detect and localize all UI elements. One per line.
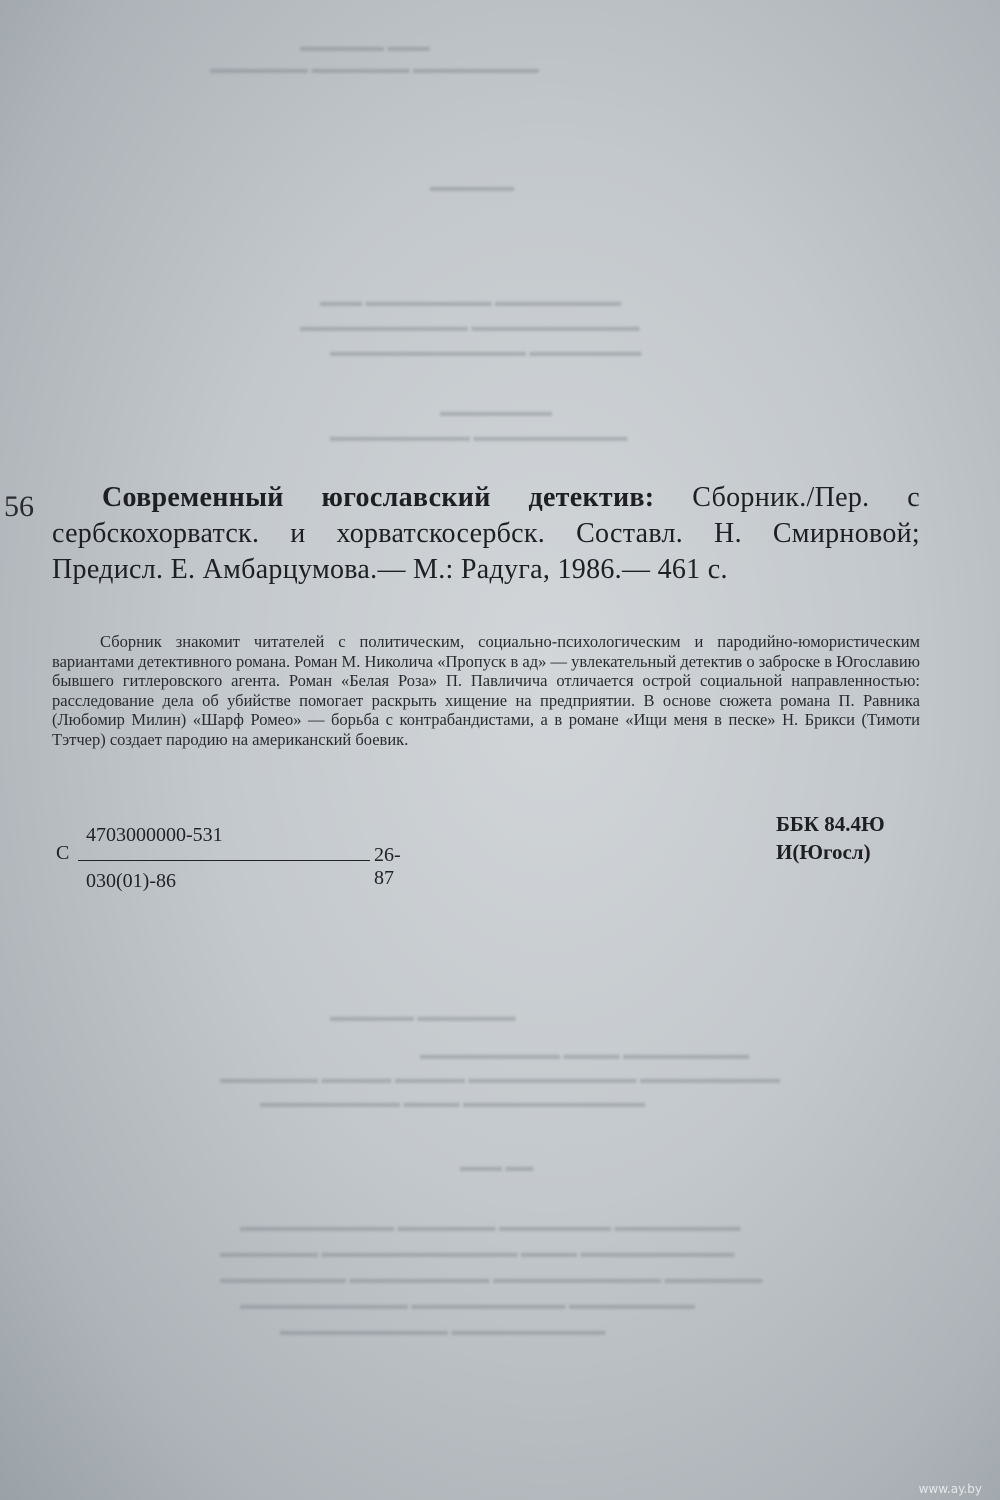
show-through-text: ▬▬ ▬▬▬	[460, 1160, 534, 1175]
isbn-denominator: 030(01)-86	[86, 870, 176, 892]
show-through-text: ▬▬▬▬▬▬▬▬▬▬▬▬▬ ▬▬▬▬ ▬▬▬▬▬▬▬▬▬▬	[260, 1096, 645, 1111]
annotation-text: Сборник знакомит читателей с политическим, социально-психологическим и пародийно-юмористическим вариантами детективного романа. Роман М. Николича «Пропуск в ад» — увлекательный детектив о заброске в Югославию бывшего гитлеровского агента. Роман «Белая Роза» П. Павличича отличается острой социальной направленностью: расследование дела об убийстве помогает раскрыть хищение на предприятии. В основе сюжета романа П. Равника (Любомир Милин) «Шарф Ромео» — борьба с контрабандистами, а в романе «Ищи меня в песке» Н. Брикси (Тимоти Тэтчер) создает пародию на американский боевик.	[52, 632, 920, 749]
show-through-text: ▬▬▬▬▬▬▬ ▬▬▬▬▬▬	[330, 1010, 516, 1025]
isbn-numerator: 4703000000-531	[86, 824, 223, 846]
isbn-suffix: 26-87	[374, 844, 401, 889]
fraction-line	[78, 860, 370, 861]
isbn-formula	[56, 818, 416, 898]
bbk-region: И(Югосл)	[776, 840, 871, 864]
show-through-text: ▬▬▬▬▬▬▬▬▬▬▬ ▬▬▬▬ ▬▬▬▬▬▬▬▬▬▬▬▬▬▬ ▬▬▬▬▬▬▬	[220, 1246, 735, 1261]
show-through-text: ▬▬▬▬▬▬▬▬▬ ▬▬▬▬▬▬▬ ▬▬▬▬▬▬▬	[210, 62, 539, 77]
show-through-text: ▬▬▬▬▬▬▬▬▬▬▬▬ ▬▬▬▬▬▬▬▬▬▬▬▬	[300, 320, 640, 335]
bibliographic-record	[52, 480, 920, 588]
record-description: Сборник./Пер. с сербскохорватск. и хорватскосербск. Составл. Н. Смирновой; Предисл. Е. Амбарцумова.— М.: Радуга, 1986.— 461 с.	[52, 482, 920, 585]
isbn-letter: С	[56, 842, 70, 864]
show-through-text: ▬▬▬▬▬▬▬▬▬▬ ▬▬▬▬▬▬▬▬▬▬▬▬ ▬▬▬▬▬ ▬▬▬▬▬ ▬▬▬▬▬▬▬	[220, 1072, 780, 1087]
show-through-text: ▬▬▬ ▬▬▬▬▬▬	[300, 40, 430, 55]
show-through-text: ▬▬▬▬▬▬	[430, 180, 514, 195]
show-through-text: ▬▬▬▬▬▬▬▬	[440, 405, 552, 420]
bbk-block	[776, 810, 885, 866]
show-through-text: ▬▬▬▬▬▬▬▬▬▬▬ ▬▬▬▬▬▬▬▬▬▬	[330, 430, 628, 445]
site-watermark: www.ay.by	[918, 1482, 982, 1496]
show-through-text: ▬▬▬▬▬▬▬▬▬ ▬▬▬▬▬▬▬▬▬▬▬ ▬▬▬▬▬▬▬▬▬▬▬▬	[240, 1298, 695, 1313]
book-title: Современный югославский детектив:	[102, 482, 655, 513]
show-through-text: ▬▬▬▬▬▬▬▬ ▬▬▬▬▬▬▬▬▬▬▬▬▬▬	[330, 345, 642, 360]
show-through-text: ▬▬▬▬▬▬▬▬▬ ▬▬▬▬ ▬▬▬▬▬▬▬▬▬▬	[420, 1048, 749, 1063]
classification-code: 56	[4, 490, 34, 523]
bbk-index: ББК 84.4Ю	[776, 812, 885, 836]
show-through-text: ▬▬▬▬▬▬▬▬▬ ▬▬▬▬▬▬▬▬▬ ▬▬▬	[320, 295, 621, 310]
show-through-text: ▬▬▬▬▬▬▬▬▬▬▬ ▬▬▬▬▬▬▬▬▬▬▬▬	[280, 1324, 606, 1339]
show-through-text: ▬▬▬▬▬▬▬ ▬▬▬▬▬▬▬▬▬▬▬▬ ▬▬▬▬▬▬▬▬▬▬ ▬▬▬▬▬▬▬▬▬	[220, 1272, 763, 1287]
show-through-text: ▬▬▬▬▬▬▬▬▬ ▬▬▬▬▬▬▬▬ ▬▬▬▬▬▬▬ ▬▬▬▬▬▬▬▬▬▬▬	[240, 1220, 741, 1235]
